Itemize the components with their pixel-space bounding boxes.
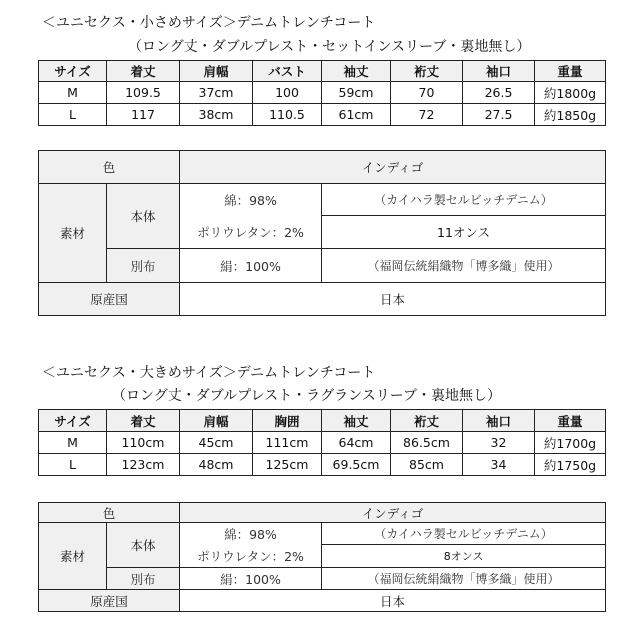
other-fabric: 絹：100% bbox=[180, 249, 322, 283]
size-cell: 70 bbox=[391, 82, 463, 104]
color-label: 色 bbox=[39, 151, 180, 184]
size-header: 肩幅 bbox=[180, 61, 253, 82]
section1-size-table bbox=[38, 60, 606, 126]
size-cell: 125cm bbox=[253, 454, 322, 476]
size-header: 袖口 bbox=[463, 410, 535, 432]
body-fabric-polyurethane: ポリウレタン：2% bbox=[180, 216, 322, 249]
size-cell: 109.5 bbox=[107, 82, 180, 104]
size-cell: 64cm bbox=[322, 432, 391, 454]
size-cell: 32 bbox=[463, 432, 535, 454]
body-fabric-cotton: 綿：98% bbox=[180, 184, 322, 216]
section2-title: ＜ユニセクス・大きめサイズ＞デニムトレンチコート bbox=[42, 365, 376, 381]
size-cell: M bbox=[39, 82, 107, 104]
other-fabric: 絹：100% bbox=[180, 568, 322, 590]
size-header: バスト bbox=[253, 61, 322, 82]
other-fabric-note: （福岡伝統絹織物「博多織」使用） bbox=[322, 568, 606, 590]
origin-value: 日本 bbox=[180, 283, 606, 316]
size-cell: 48cm bbox=[180, 454, 253, 476]
size-cell: 111cm bbox=[253, 432, 322, 454]
size-cell: 26.5 bbox=[463, 82, 535, 104]
size-header: 胸囲 bbox=[253, 410, 322, 432]
size-cell: 86.5cm bbox=[391, 432, 463, 454]
color-value: インディゴ bbox=[180, 503, 606, 523]
size-cell: 45cm bbox=[180, 432, 253, 454]
size-header: 裄丈 bbox=[391, 61, 463, 82]
size-cell: L bbox=[39, 454, 107, 476]
size-cell: M bbox=[39, 432, 107, 454]
size-cell: 117 bbox=[107, 104, 180, 126]
origin-value: 日本 bbox=[180, 590, 606, 612]
size-header: 重量 bbox=[535, 410, 606, 432]
table-row bbox=[39, 82, 606, 104]
size-cell: 約1800g bbox=[535, 82, 606, 104]
origin-label: 原産国 bbox=[39, 590, 180, 612]
size-cell: 約1850g bbox=[535, 104, 606, 126]
size-header: 着丈 bbox=[107, 61, 180, 82]
section1-subtitle: （ロング丈・ダブルプレスト・セットインスリーブ・裏地無し） bbox=[128, 39, 531, 55]
section2-subtitle: （ロング丈・ダブルプレスト・ラグランスリーブ・裏地無し） bbox=[112, 388, 502, 404]
size-header: サイズ bbox=[39, 410, 107, 432]
table-row bbox=[39, 104, 606, 126]
size-cell: 100 bbox=[253, 82, 322, 104]
size-cell: 約1750g bbox=[535, 454, 606, 476]
body-fabric-cotton: 綿：98% bbox=[180, 523, 322, 545]
body-fabric-weight: 11オンス bbox=[322, 216, 606, 249]
size-cell: 約1700g bbox=[535, 432, 606, 454]
color-value: インディゴ bbox=[180, 151, 606, 184]
size-cell: 38cm bbox=[180, 104, 253, 126]
size-cell: 110cm bbox=[107, 432, 180, 454]
table-row bbox=[39, 454, 606, 476]
other-fabric-label: 別布 bbox=[107, 249, 180, 283]
size-header: 重量 bbox=[535, 61, 606, 82]
size-cell: 110.5 bbox=[253, 104, 322, 126]
body-label: 本体 bbox=[107, 523, 180, 568]
size-header: 袖口 bbox=[463, 61, 535, 82]
size-header: 肩幅 bbox=[180, 410, 253, 432]
size-cell: 72 bbox=[391, 104, 463, 126]
size-cell: 61cm bbox=[322, 104, 391, 126]
size-cell: 34 bbox=[463, 454, 535, 476]
section2-material-table bbox=[38, 502, 606, 612]
color-label: 色 bbox=[39, 503, 180, 523]
size-cell: 37cm bbox=[180, 82, 253, 104]
other-fabric-label: 別布 bbox=[107, 568, 180, 590]
other-fabric-note: （福岡伝統絹織物「博多織」使用） bbox=[322, 249, 606, 283]
size-header: サイズ bbox=[39, 61, 107, 82]
section1-material-table bbox=[38, 150, 606, 316]
section2-size-table bbox=[38, 409, 606, 476]
size-cell: L bbox=[39, 104, 107, 126]
size-cell: 27.5 bbox=[463, 104, 535, 126]
size-cell: 69.5cm bbox=[322, 454, 391, 476]
size-header-row bbox=[39, 410, 606, 432]
material-label: 素材 bbox=[39, 523, 107, 590]
size-header: 裄丈 bbox=[391, 410, 463, 432]
size-header: 着丈 bbox=[107, 410, 180, 432]
table-row bbox=[39, 432, 606, 454]
section1-title: ＜ユニセクス・小さめサイズ＞デニムトレンチコート bbox=[42, 15, 376, 31]
size-cell: 85cm bbox=[391, 454, 463, 476]
body-label: 本体 bbox=[107, 184, 180, 249]
body-fabric-note: （カイハラ製セルビッチデニム） bbox=[322, 184, 606, 216]
origin-label: 原産国 bbox=[39, 283, 180, 316]
size-cell: 123cm bbox=[107, 454, 180, 476]
body-fabric-polyurethane: ポリウレタン：2% bbox=[180, 545, 322, 568]
material-label: 素材 bbox=[39, 184, 107, 283]
size-header-row bbox=[39, 61, 606, 82]
body-fabric-note: （カイハラ製セルビッチデニム） bbox=[322, 523, 606, 545]
size-cell: 59cm bbox=[322, 82, 391, 104]
body-fabric-weight: 8オンス bbox=[322, 545, 606, 568]
size-header: 袖丈 bbox=[322, 61, 391, 82]
size-header: 袖丈 bbox=[322, 410, 391, 432]
